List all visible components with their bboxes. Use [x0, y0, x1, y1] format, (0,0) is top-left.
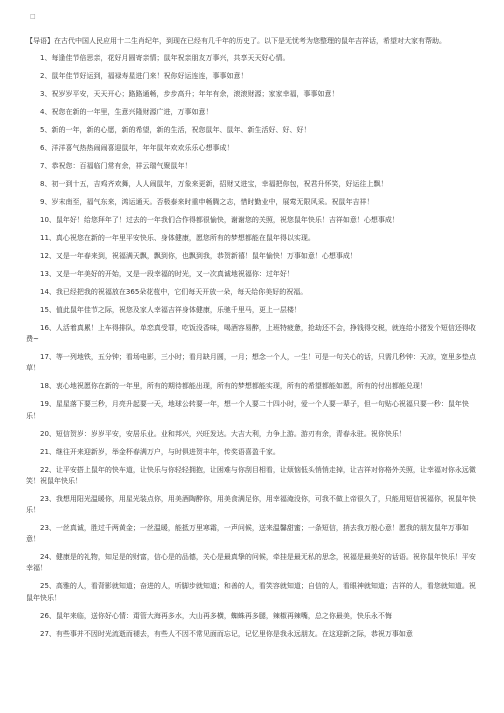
greeting-item: 19、星星落下要三秒，月亮升起要一天，地球公转要一年，想一个人要二十四小时，爱一个人要一辈子，但一句贴心祝福只要一秒：鼠年快乐！ [26, 400, 469, 420]
greeting-item: 4、祝您在新的一年里，生意兴隆财源广进，万事如意！ [40, 108, 213, 116]
greeting-item: 27、有些事并不因时光流逝而褪去，有些人不因不常见面而忘记，记忆里你是我永远朋友。在这迎新之际，恭祝万事如意 [40, 629, 413, 638]
greeting-item: 23、我想用阳光温暖你，用星光装点你，用美酒陶醉你，用美食满足你，用幸福淹没你，可我不做上帝很久了，只能用短信祝福你，祝鼠年快乐！ [26, 494, 476, 515]
greeting-item: 21、继往开来迎新岁，举金杯春满万户，与时俱进贺丰年，传奖语喜盈千家。 [40, 447, 280, 456]
greeting-item: 13、又是一年美好的开始，又是一段幸福的时光，又一次真诚地祝福你：过年好！ [40, 270, 294, 278]
greeting-item: 17、等一列地铁，五分钟；看场电影，三小时；看月缺月圆，一月；想念一个人，一生！可是一句关心的话，只需几秒钟：天凉，宽里多垫点草！ [26, 353, 476, 373]
greeting-item: 11、真心祝您在新的一年里平安快乐、身体健康，愿您所有的梦想都能在鼠年得以实现。 [40, 234, 315, 242]
greeting-item: 9、岁末南至，福气东来，鸿运通天。否极泰来时重申畅腾之志，惜时勤业中，展莺无限风采。祝鼠年吉祥！ [40, 198, 374, 206]
greeting-item: 22、让平安搭上鼠年的快车道，让快乐与你轻轻拥抱，让困难与你刮目相看，让烦恼低头悄悄走掉，让吉祥对你格外关照，让幸福对你永远微笑！祝鼠年快乐！ [26, 465, 476, 485]
greeting-item: 3、祝岁岁平安，天天开心；路路通畅，步步高升；年年有余，滚滚财源；家家幸福，事事如意！ [40, 90, 339, 98]
document-body [26, 35, 482, 647]
greeting-item: 6、洋洋喜气热热闹闹喜迎鼠年，年年鼠年欢欢乐乐心想事成！ [40, 144, 234, 152]
greeting-item: 26、鼠年来临，送你好心情：甭管大海再多水，大山再多横，蜘蛛再多腿，辣椒再辣嘴，总之你最美，快乐永不悔 [40, 611, 392, 620]
greeting-item: 20、短信贺岁：岁岁平安，安居乐业。业和邦兴，兴旺发达。大吉大利，力争上游。游刃有余，青春永驻。祝你快乐！ [40, 429, 406, 438]
greeting-item: 12、又是一年春来到，祝福满天飘，飘到你，也飘到我，恭贺新禧！鼠年愉快！万事如意！心想事成！ [40, 252, 357, 260]
greeting-item: 25、高雅的人，看背影就知道；奋进的人，听脚步就知道；和善的人，看笑容就知道；自信的人，看眼神就知道；吉祥的人，看您就知道。祝鼠年快乐！ [26, 582, 476, 602]
greeting-item: 10、鼠年好！给您拜年了！过去的一年我们合作得都很愉快，谢谢您的关照，祝您鼠年快乐！吉祥如意！心想事成！ [40, 216, 399, 224]
intro-paragraph: 【导语】在古代中国人民应用十二生肖纪年，到现在已经有几千年的历史了。以下是无忧考为您整理的鼠年吉祥话，希望对大家有帮助。 [26, 37, 446, 45]
greeting-item: 1、每逢佳节倍思亲，花好月圆寄亲情；鼠年祝亲朋友万事兴，共享天天好心情。 [40, 54, 290, 62]
greeting-item: 15、值此鼠年佳节之际，祝您及家人幸福吉祥身体健康，乐驰千里马，更上一层楼！ [40, 306, 301, 314]
greeting-item: 5、新的一年，新的心愿，新的希望，新的生活，祝您鼠年、鼠年、新生活好、好、好！ [40, 126, 311, 134]
greeting-item: 16、人活着真累！上车得排队，单恋真受罪，吃饭没香味，喝酒容易醉，上班特疲惫，抢劫还不会，挣钱得交税，就连给小猪发个短信还得收费~ [26, 324, 476, 344]
greeting-item: 14、我已经把我的祝福放在365朵花苞中，它们每天开放一朵，每天给你美好的祝福。 [40, 288, 308, 296]
greeting-item: 24、健康是的礼物，知足是的财富，信心是的品德，关心是最真挚的问候，牵挂是最无私的思念，祝福是最美好的话语。祝你鼠年快乐！平安幸福！ [26, 553, 476, 573]
greeting-list [26, 53, 482, 640]
greeting-item: 23、一丝真诚，胜过千两黄金；一丝温暖，能抵万里寒霜，一声问候，送来温馨甜蜜；一条短信，捎去我万般心意！愿我的朋友鼠年万事如意！ [26, 524, 469, 544]
greeting-item: 18、衷心地祝愿你在新的一年里，所有的期待都能出现，所有的梦想都能实现，所有的希望都能如愿，所有的付出都能兑现！ [40, 382, 427, 391]
corner-mark: □ [30, 13, 36, 20]
greeting-item: 8、初一到十五，吉鸡齐欢舞，人人闹鼠年，万象来更新，招财又进宝，幸福把你包，祝君升怀笑，好运往上飘！ [40, 180, 388, 188]
greeting-item: 2、鼠年佳节好运到，福禄寿星进门来！祝你好运连连，事事如意！ [40, 72, 248, 80]
greeting-item: 7、恭祝您：百福临门常有余，祥云瑞气聚鼠年！ [40, 162, 192, 170]
